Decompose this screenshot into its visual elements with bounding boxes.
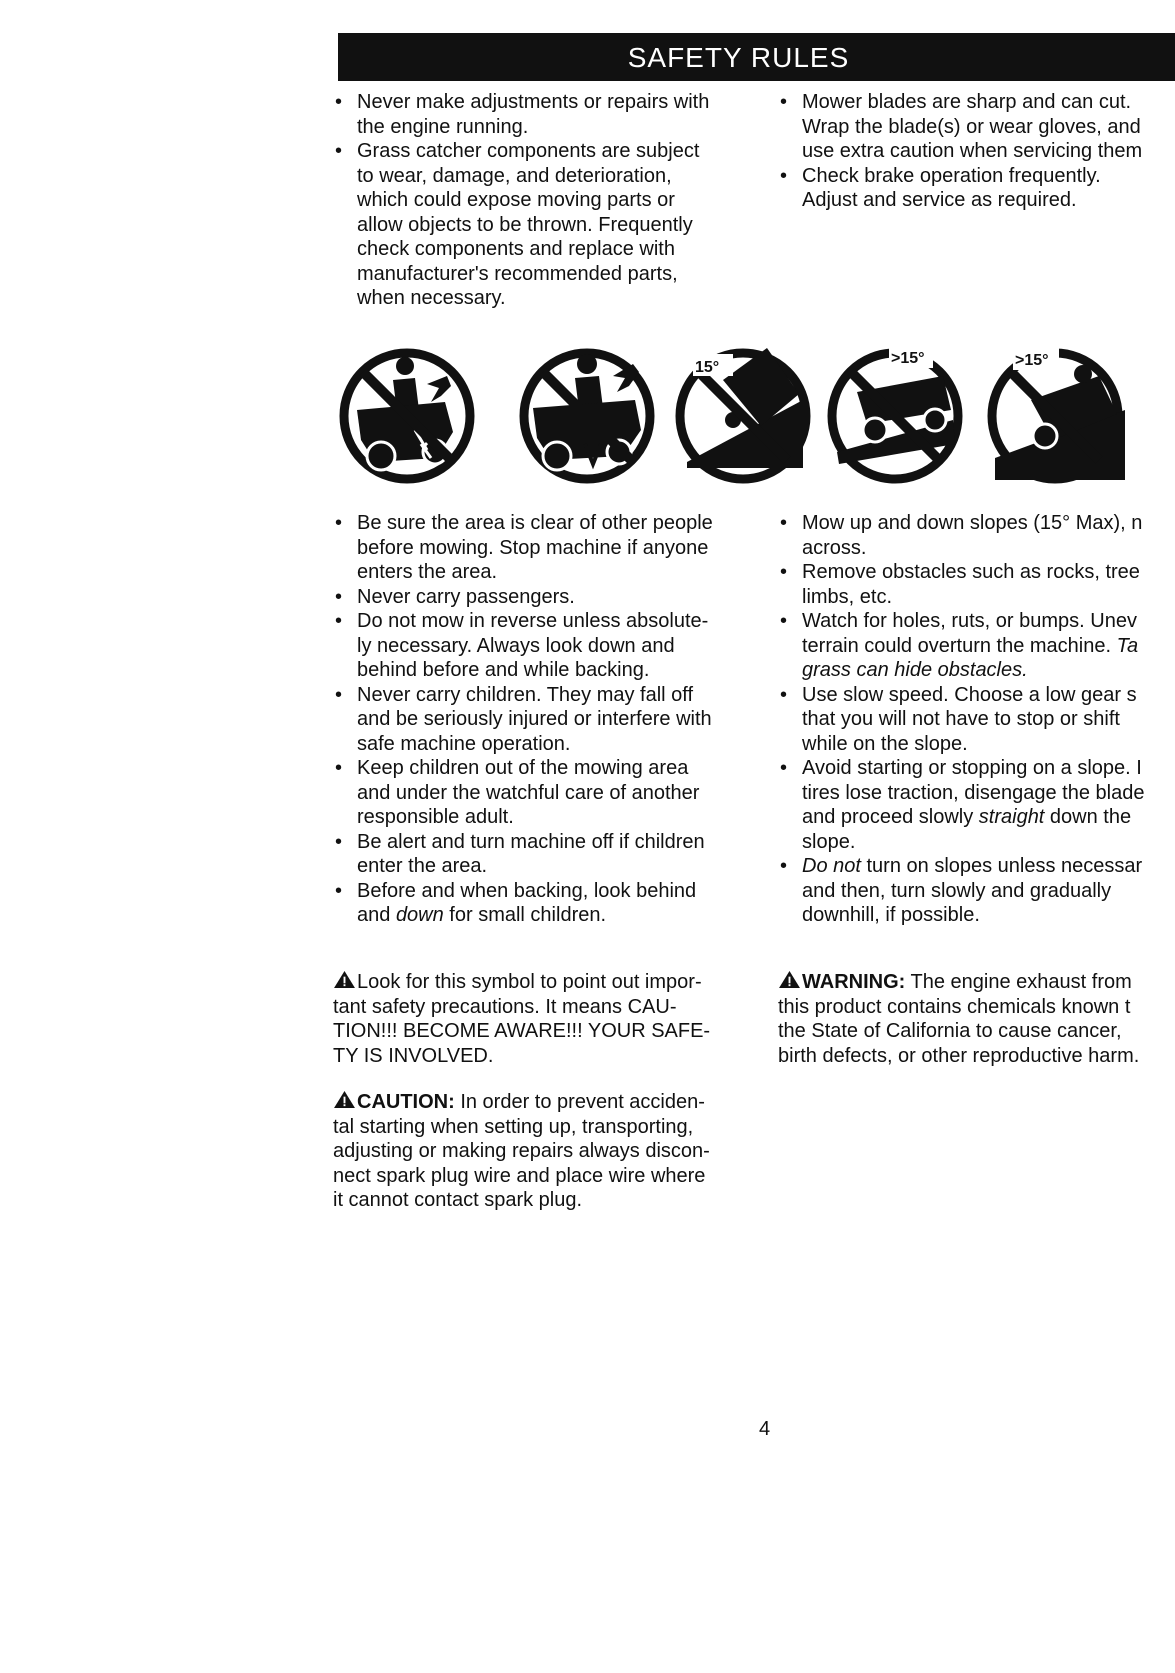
symbol-note-line-3: TION!!! BECOME AWARE!!! YOUR SAFE-: [333, 1020, 711, 1042]
rule-item: • Mow up and down slopes (15° Max), n across.: [778, 511, 1144, 560]
rule-item: • Check brake operation frequently. Adjust and service as required.: [778, 164, 1142, 213]
rule-item: • Avoid starting or stopping on a slope. I tires lose traction, disengage the blade and proceed slowly straight down the slope.: [778, 756, 1144, 854]
caution-line-1: In order to prevent acciden-: [454, 1091, 705, 1113]
warning-line-2: this product contains chemicals known t: [778, 995, 1131, 1018]
rule-item: • Never carry passengers.: [333, 585, 713, 610]
caution-line-5: it cannot contact spark plug.: [333, 1189, 583, 1211]
rule-item: • Do not mow in reverse unless absolute- ly necessary. Always look down and behind before and while backing.: [333, 609, 713, 683]
rule-item: • Before and when backing, look behind and down for small children.: [333, 879, 713, 928]
no-slope-over-15-icon: [823, 340, 973, 510]
rule-item: • Use slow speed. Choose a low gear s that you will not have to stop or shift while on the slope.: [778, 683, 1144, 757]
safety-symbol-note: [333, 970, 710, 1068]
warning-triangle-icon: [333, 1090, 356, 1109]
top-left-rule-list: [333, 90, 709, 311]
rule-item: • Mower blades are sharp and can cut. Wrap the blade(s) or wear gloves, and use extra caution when servicing them: [778, 90, 1142, 164]
no-child-passenger-icon: [515, 340, 665, 510]
caution-line-4: nect spark plug wire and place wire where: [333, 1164, 706, 1187]
mid-right-rule-list: [778, 511, 1144, 928]
warning-line-3: the State of California to cause cancer,: [778, 1020, 1122, 1042]
warning-line-4: birth defects, or other reproductive harm.: [778, 1044, 1140, 1067]
rule-item: • Never carry children. They may fall off and be seriously injured or interfere with safe machine operation.: [333, 683, 713, 757]
warning-label: WARNING:: [802, 971, 906, 993]
symbol-note-line-4: TY IS INVOLVED.: [333, 1044, 494, 1067]
rule-item: • Grass catcher components are subject to wear, damage, and deterioration, which could expose moving parts or allow objects to be thrown. Frequently check components and replace with manufacturer's recommended parts, when necessary.: [333, 139, 709, 311]
rule-item: • Never make adjustments or repairs with the engine running.: [333, 90, 709, 139]
warning-triangle-icon: [333, 970, 356, 989]
caution-note: [333, 1090, 710, 1213]
mid-left-column: [333, 511, 713, 928]
section-title: SAFETY RULES: [627, 42, 850, 73]
symbol-note-line-1: Look for this symbol to point out impor-: [357, 971, 702, 993]
mid-left-rule-list: [333, 511, 713, 928]
rule-item: • Be alert and turn machine off if children enter the area.: [333, 830, 713, 879]
warning-triangle-icon: [778, 970, 801, 989]
warning-line-1: The engine exhaust from: [905, 971, 1132, 993]
top-left-column: [333, 90, 709, 311]
caution-label: CAUTION:: [357, 1091, 455, 1113]
page-number: 4: [759, 1418, 771, 1440]
slope-over-15-rollover-label: >15°: [1015, 352, 1049, 369]
top-right-rule-list: [778, 90, 1142, 213]
caution-line-2: tal starting when setting up, transporting,: [333, 1115, 694, 1138]
rule-item: • Do not turn on slopes unless necessar and then, turn slowly and gradually downhill, if possible.: [778, 854, 1144, 928]
safety-pictogram-row: [335, 340, 1175, 510]
rule-item: • Watch for holes, ruts, or bumps. Unev terrain could overturn the machine. Ta grass can hide obstacles.: [778, 609, 1144, 683]
rule-item: • Remove obstacles such as rocks, tree limbs, etc.: [778, 560, 1144, 609]
section-header-banner: [338, 33, 1175, 81]
symbol-note-line-2: tant safety precautions. It means CAU-: [333, 995, 677, 1018]
slope-over-15-label: >15°: [891, 350, 925, 367]
rule-item: • Keep children out of the mowing area and under the watchful care of another responsible adult.: [333, 756, 713, 830]
no-slope-rollover-icon: [975, 340, 1175, 510]
top-right-column: [778, 90, 1142, 213]
warning-note: [778, 970, 1139, 1068]
caution-line-3: adjusting or making repairs always discon-: [333, 1140, 710, 1162]
no-passenger-icon: [335, 340, 485, 510]
no-steep-slope-rollover-icon: [671, 340, 821, 510]
slope-15-label: 15°: [695, 359, 720, 376]
rule-item: • Be sure the area is clear of other people before mowing. Stop machine if anyone enters the area.: [333, 511, 713, 585]
mid-right-column: [778, 511, 1144, 928]
